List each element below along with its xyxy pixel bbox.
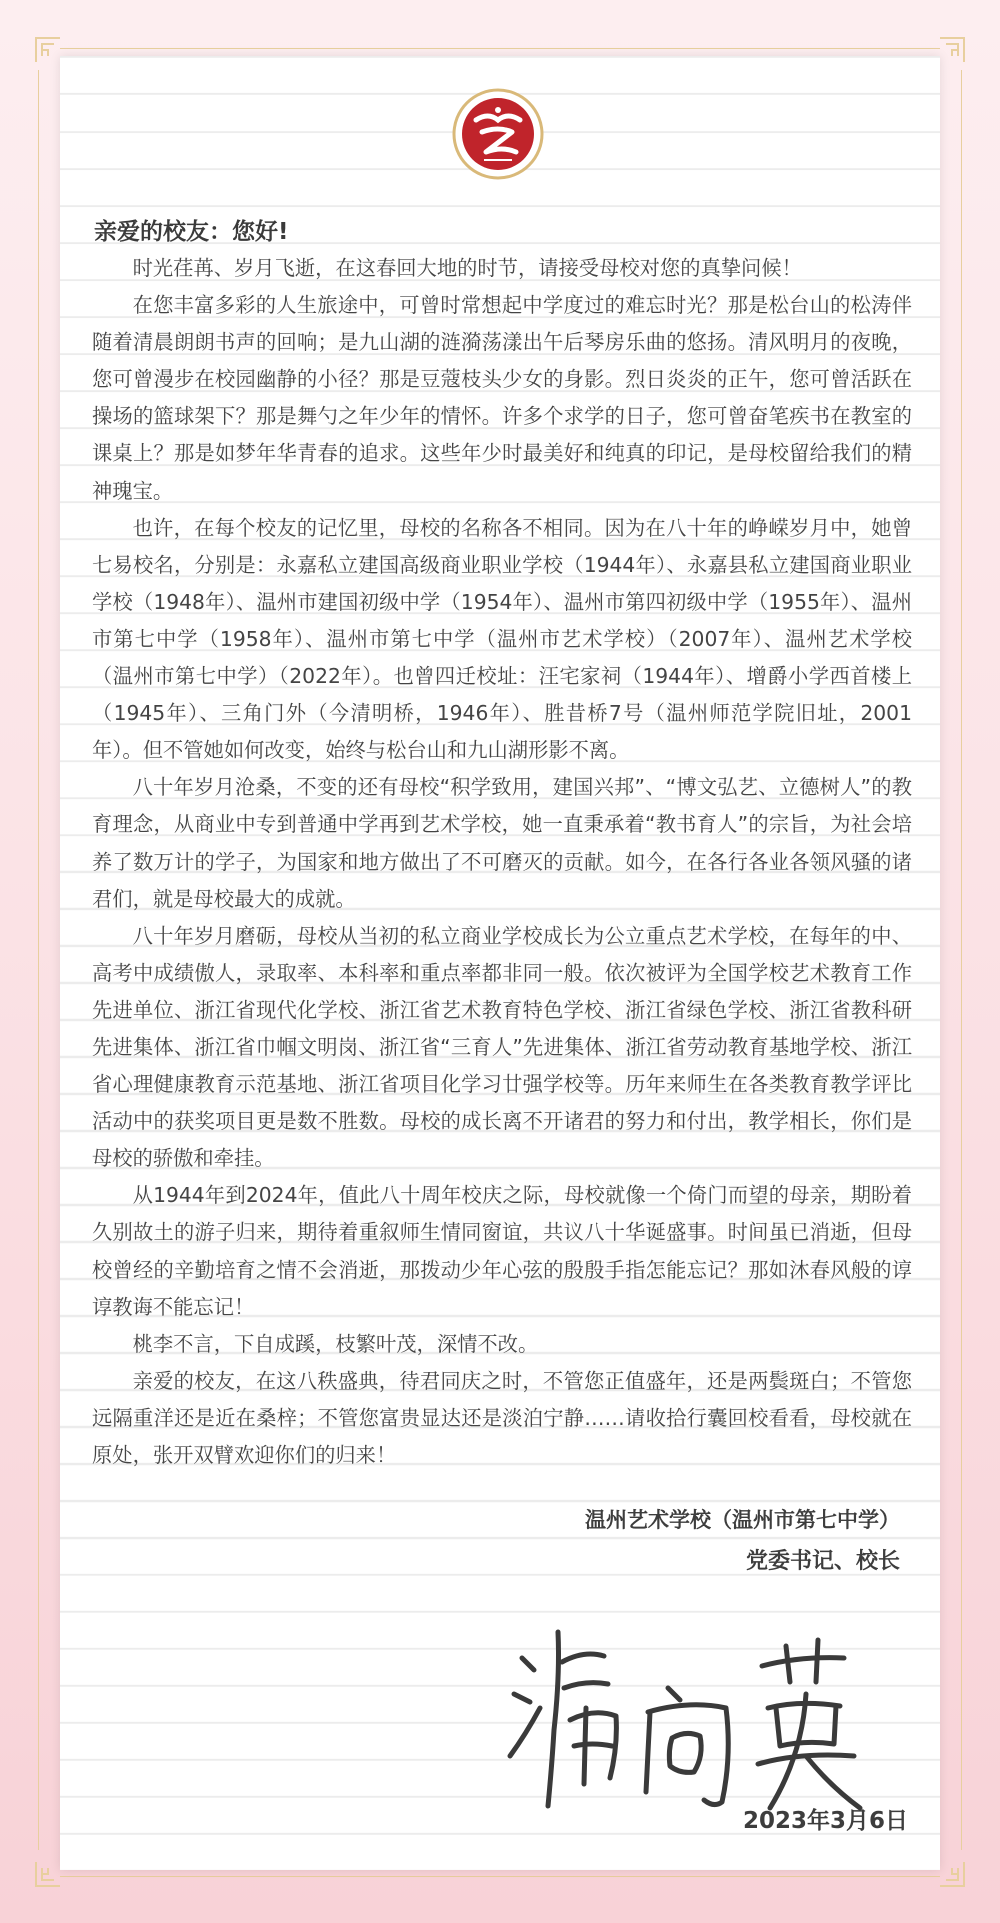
letter-paragraph: 桃李不言，下自成蹊，枝繁叶茂，深情不改。 [132, 1331, 539, 1356]
frame-line-left [38, 70, 39, 1850]
frame-line-bottom [60, 1876, 940, 1877]
letter-paragraph: 八十年岁月沧桑，不变的还有母校“积学致用，建国兴邦”、“博文弘艺、立德树人”的教育理念，从商业中专到普通中学再到艺术学校，她一直秉承着“教书育人”的宗旨，为社会培养了数万计的学子，为国家和地方做出了不可磨灭的贡献。如今，在各行各业各领风骚的诸君们，就是母校最大的成就。 [92, 775, 912, 911]
frame-line-top [60, 48, 940, 49]
corner-ornament-bottom-right [938, 1860, 966, 1888]
letter-paragraph: 在您丰富多彩的人生旅途中，可曾时常想起中学度过的难忘时光？那是松台山的松涛伴随着清晨朗朗书声的回响；是九山湖的涟漪荡漾出午后琴房乐曲的悠扬。清风明月的夜晚，您可曾漫步在校园幽静的小径？那是豆蔻枝头少女的身影。烈日炎炎的正午，您可曾活跃在操场的篮球架下？那是舞勺之年少年的情怀。许多个求学的日子，您可曾奋笔疾书在教室的课桌上？那是如梦年华青春的追求。这些年少时最美好和纯真的印记，是母校留给我们的精神瑰宝。 [92, 293, 912, 503]
letter-date: 2023年3月6日 [742, 1808, 908, 1834]
letter-paragraph: 时光荏苒、岁月飞逝，在这春回大地的时节，请接受母校对您的真挚问候！ [132, 256, 802, 280]
letter-greeting: 亲爱的校友：您好! [94, 219, 289, 245]
letter-paragraph: 从1944年到2024年，值此八十周年校庆之际，母校就像一个倚门而望的母亲，期盼着久别故土的游子归来，期待着重叙师生情同窗谊，共议八十华诞盛事。时间虽已消逝，但母校曾经的辛勤培育之情不会消逝，那拨动少年心弦的殷殷手指怎能忘记？那如沐春风般的谆谆教诲不能忘记！ [92, 1183, 912, 1319]
letter-body [92, 250, 912, 1474]
corner-ornament-top-right [938, 36, 966, 64]
signature-title: 党委书记、校长 [745, 1549, 900, 1574]
letter-paragraph: 亲爱的校友，在这八秩盛典，待君同庆之时，不管您正值盛年，还是两鬓斑白；不管您远隔重洋还是近在桑梓；不管您富贵显达还是淡泊宁静……请收拾行囊回校看看，母校就在原处，张开双臂欢迎你们的归来！ [92, 1368, 912, 1467]
letter-paragraph: 也许，在每个校友的记忆里，母校的名称各不相同。因为在八十年的峥嵘岁月中，她曾七易校名，分别是：永嘉私立建国高级商业职业学校（1944年）、永嘉县私立建国商业职业学校（1948年）、温州市建国初级中学（1954年）、温州市第四初级中学（1955年）、温州市第七中学（1958年）、温州市第七中学（温州市艺术学校）（2007年）、温州艺术学校（温州市第七中学）（2022年）。也曾四迁校址：汪宅家祠（1944年）、增爵小学西首楼上（1945年）、三角门外（今清明桥，1946年）、胜昔桥7号（温州师范学院旧址，2001年）。但不管她如何改变，始终与松台山和九山湖形影不离。 [92, 515, 912, 763]
school-emblem-icon [452, 88, 544, 180]
corner-ornament-top-left [34, 36, 62, 64]
letter-paper [60, 56, 940, 1870]
corner-ornament-bottom-left [34, 1860, 62, 1888]
signature-organization: 温州艺术学校（温州市第七中学） [585, 1508, 900, 1532]
frame-line-right [961, 70, 962, 1850]
letter-paragraph: 八十年岁月磨砺，母校从当初的私立商业学校成长为公立重点艺术学校，在每年的中、高考中成绩傲人，录取率、本科率和重点率都非同一般。依次被评为全国学校艺术教育工作先进单位、浙江省现代化学校、浙江省艺术教育特色学校、浙江省绿色学校、浙江省教科研先进集体、浙江省巾帼文明岗、浙江省“三育人”先进集体、浙江省劳动教育基地学校、浙江省心理健康教育示范基地、浙江省项目化学习廿强学校等。历年来师生在各类教育教学评比活动中的获奖项目更是数不胜数。母校的成长离不开诸君的努力和付出，教学相长，你们是母校的骄傲和牵挂。 [92, 923, 912, 1171]
handwritten-signature [500, 1596, 880, 1826]
